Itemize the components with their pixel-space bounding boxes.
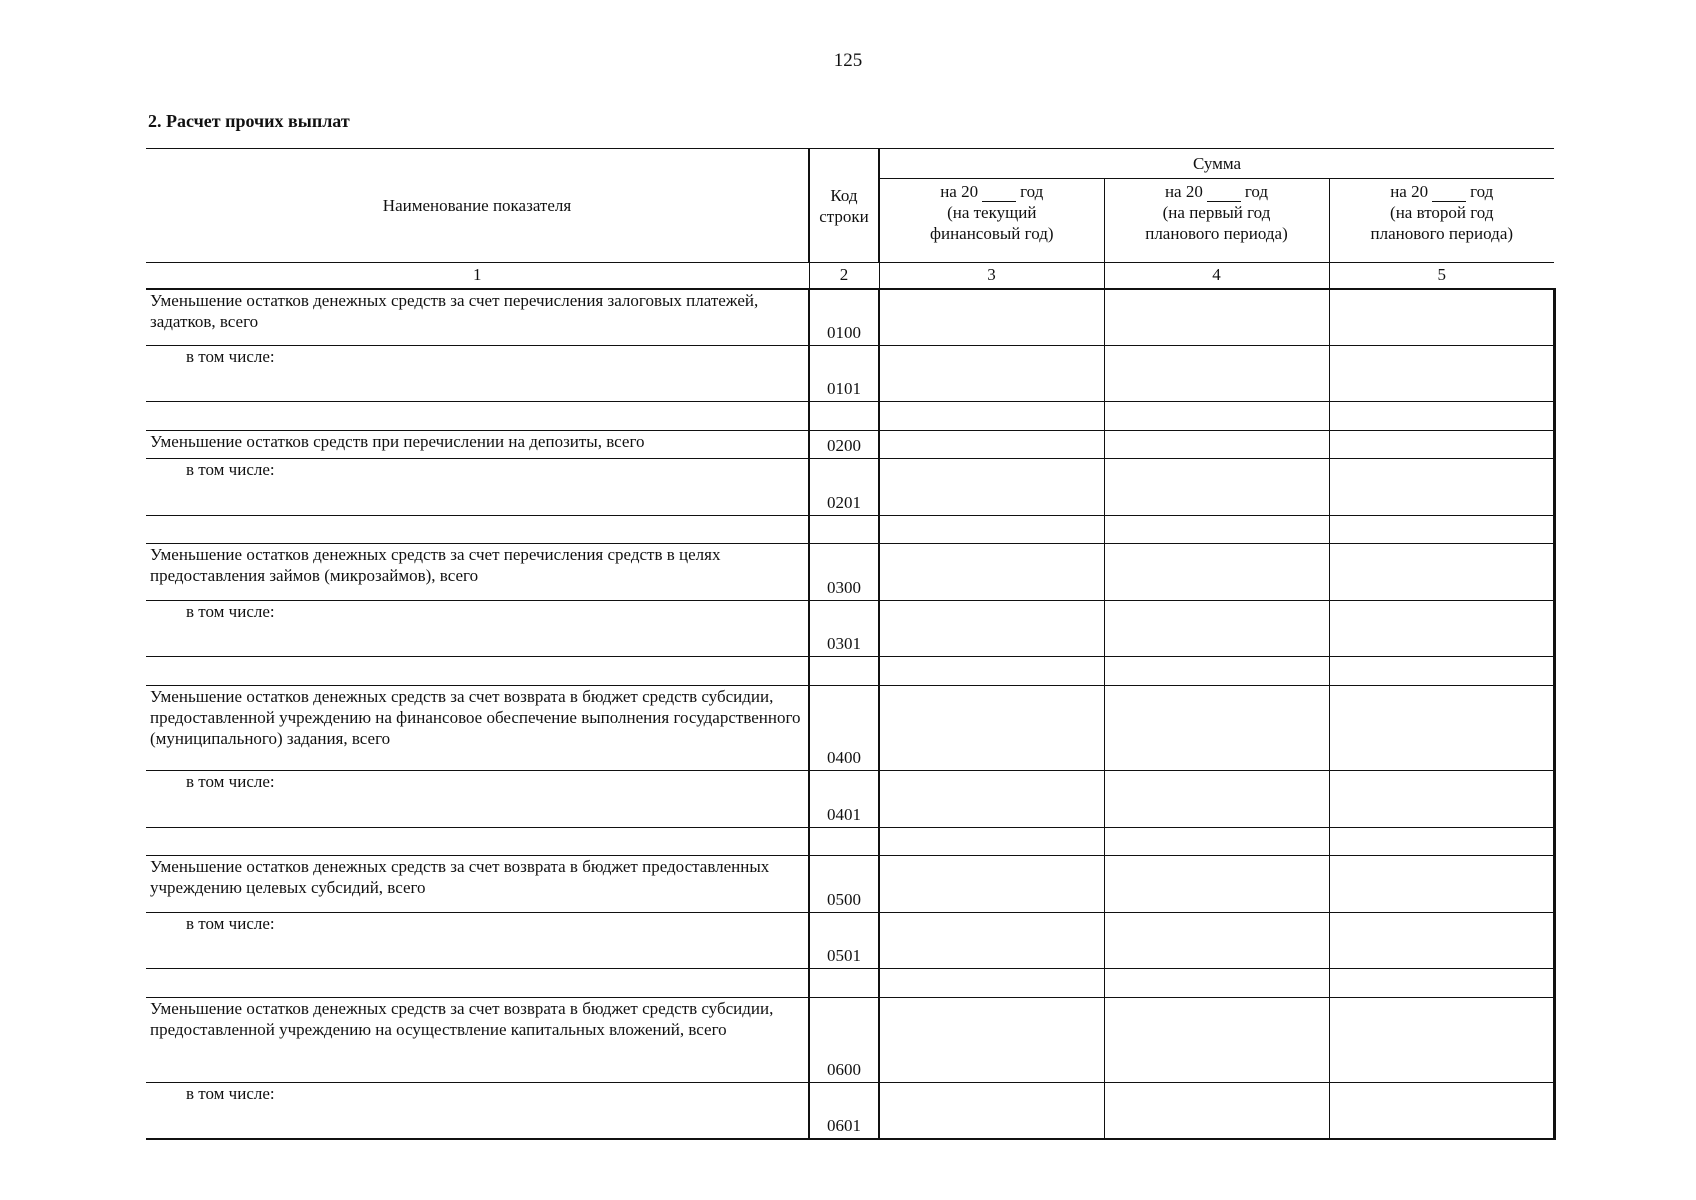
page-number: 125	[833, 50, 863, 71]
row-code: 0600	[809, 997, 879, 1082]
amount-cell-first-plan-year[interactable]	[1104, 770, 1329, 827]
row-code	[809, 515, 879, 543]
amount-cell-current-year[interactable]	[879, 657, 1104, 685]
amount-cell-first-plan-year[interactable]	[1104, 289, 1329, 346]
amount-cell-current-year[interactable]	[879, 430, 1104, 458]
amount-cell-current-year[interactable]	[879, 827, 1104, 855]
year-suffix: год	[1470, 182, 1494, 201]
amount-cell-first-plan-year[interactable]	[1104, 657, 1329, 685]
year-blank-field[interactable]	[982, 185, 1016, 202]
indicator-name	[146, 827, 809, 855]
amount-cell-second-plan-year[interactable]	[1329, 402, 1554, 430]
amount-cell-second-plan-year[interactable]	[1329, 770, 1554, 827]
amount-cell-current-year[interactable]	[879, 912, 1104, 969]
year-suffix: год	[1020, 182, 1044, 201]
year-blank-field[interactable]	[1207, 185, 1241, 202]
amount-cell-second-plan-year[interactable]	[1329, 912, 1554, 969]
indicator-name: Уменьшение остатков денежных средств за счет возврата в бюджет средств субсидии, предоставленной учреждению на финансовое обеспечение выполнения государственного (муниципального) задания, всего	[146, 685, 809, 770]
header-row-code	[809, 149, 879, 263]
table-body	[146, 289, 1554, 1140]
indicator-name: в том числе:	[146, 600, 809, 657]
indicator-name: Уменьшение остатков денежных средств за счет перечисления залоговых платежей, задатков, всего	[146, 289, 809, 346]
amount-cell-current-year[interactable]	[879, 289, 1104, 346]
row-code: 0201	[809, 459, 879, 516]
year-desc-line1: (на текущий	[947, 203, 1037, 222]
amount-cell-second-plan-year[interactable]	[1329, 969, 1554, 997]
indicator-name: в том числе:	[146, 345, 809, 402]
year-desc-line2: планового периода)	[1370, 224, 1514, 243]
amount-cell-second-plan-year[interactable]	[1329, 459, 1554, 516]
indicator-name: Уменьшение остатков денежных средств за счет возврата в бюджет предоставленных учреждению целевых субсидий, всего	[146, 855, 809, 912]
amount-cell-current-year[interactable]	[879, 402, 1104, 430]
table-row	[146, 912, 1554, 969]
amount-cell-second-plan-year[interactable]	[1329, 855, 1554, 912]
amount-cell-first-plan-year[interactable]	[1104, 459, 1329, 516]
year-prefix: на 20	[1164, 182, 1203, 201]
row-code	[809, 969, 879, 997]
row-code: 0500	[809, 855, 879, 912]
table-row	[146, 289, 1554, 346]
table-row	[146, 657, 1554, 685]
header-sum: Сумма	[879, 149, 1554, 179]
table-row	[146, 827, 1554, 855]
header-indicator-name: Наименование показателя	[146, 149, 809, 263]
row-code: 0100	[809, 289, 879, 346]
amount-cell-first-plan-year[interactable]	[1104, 600, 1329, 657]
year-prefix: на 20	[1390, 182, 1429, 201]
row-code: 0501	[809, 912, 879, 969]
amount-cell-second-plan-year[interactable]	[1329, 827, 1554, 855]
amount-cell-current-year[interactable]	[879, 600, 1104, 657]
header-code-line1: Код	[830, 185, 858, 205]
col-number-5: 5	[1329, 263, 1554, 289]
amount-cell-second-plan-year[interactable]	[1329, 345, 1554, 402]
table-row	[146, 430, 1554, 458]
amount-cell-first-plan-year[interactable]	[1104, 402, 1329, 430]
header-year-current	[879, 179, 1104, 263]
row-code: 0301	[809, 600, 879, 657]
amount-cell-first-plan-year[interactable]	[1104, 1082, 1329, 1139]
amount-cell-second-plan-year[interactable]	[1329, 657, 1554, 685]
year-prefix: на 20	[940, 182, 979, 201]
row-code: 0601	[809, 1082, 879, 1139]
row-code	[809, 827, 879, 855]
row-code	[809, 402, 879, 430]
amount-cell-first-plan-year[interactable]	[1104, 827, 1329, 855]
table-row	[146, 1082, 1554, 1139]
indicator-name: в том числе:	[146, 459, 809, 516]
row-code	[809, 657, 879, 685]
amount-cell-first-plan-year[interactable]	[1104, 544, 1329, 601]
amount-cell-second-plan-year[interactable]	[1329, 600, 1554, 657]
amount-cell-second-plan-year[interactable]	[1329, 289, 1554, 346]
row-code: 0200	[809, 430, 879, 458]
table-row	[146, 402, 1554, 430]
table-row	[146, 770, 1554, 827]
amount-cell-second-plan-year[interactable]	[1329, 997, 1554, 1082]
table-row	[146, 459, 1554, 516]
amount-cell-first-plan-year[interactable]	[1104, 515, 1329, 543]
amount-cell-current-year[interactable]	[879, 345, 1104, 402]
table-row	[146, 515, 1554, 543]
amount-cell-first-plan-year[interactable]	[1104, 997, 1329, 1082]
col-number-1: 1	[146, 263, 809, 289]
header-year-first-plan	[1104, 179, 1329, 263]
amount-cell-second-plan-year[interactable]	[1329, 515, 1554, 543]
amount-cell-current-year[interactable]	[879, 459, 1104, 516]
table-row	[146, 600, 1554, 657]
header-code-line2: строки	[819, 206, 869, 226]
col-number-3: 3	[879, 263, 1104, 289]
indicator-name	[146, 402, 809, 430]
amount-cell-first-plan-year[interactable]	[1104, 345, 1329, 402]
payments-table	[146, 148, 1556, 1140]
amount-cell-first-plan-year[interactable]	[1104, 969, 1329, 997]
amount-cell-first-plan-year[interactable]	[1104, 855, 1329, 912]
indicator-name: Уменьшение остатков денежных средств за счет перечисления средств в целях предоставления займов (микрозаймов), всего	[146, 544, 809, 601]
amount-cell-first-plan-year[interactable]	[1104, 685, 1329, 770]
year-desc-line2: финансовый год)	[929, 224, 1054, 243]
row-code: 0400	[809, 685, 879, 770]
table-row	[146, 855, 1554, 912]
year-desc-line1: (на второй год	[1390, 203, 1494, 222]
amount-cell-current-year[interactable]	[879, 997, 1104, 1082]
indicator-name	[146, 515, 809, 543]
table-row	[146, 345, 1554, 402]
amount-cell-second-plan-year[interactable]	[1329, 544, 1554, 601]
amount-cell-current-year[interactable]	[879, 770, 1104, 827]
indicator-name: Уменьшение остатков денежных средств за счет возврата в бюджет средств субсидии, предоставленной учреждению на осуществление капитальных вложений, всего	[146, 997, 809, 1082]
year-desc-line2: планового периода)	[1145, 224, 1288, 243]
header-year-second-plan	[1329, 179, 1554, 263]
indicator-name: в том числе:	[146, 770, 809, 827]
amount-cell-current-year[interactable]	[879, 515, 1104, 543]
col-number-4: 4	[1104, 263, 1329, 289]
indicator-name: Уменьшение остатков средств при перечислении на депозиты, всего	[146, 430, 809, 458]
row-code: 0300	[809, 544, 879, 601]
amount-cell-current-year[interactable]	[879, 1082, 1104, 1139]
table-row	[146, 969, 1554, 997]
row-code: 0401	[809, 770, 879, 827]
amount-cell-second-plan-year[interactable]	[1329, 1082, 1554, 1139]
amount-cell-current-year[interactable]	[879, 855, 1104, 912]
amount-cell-current-year[interactable]	[879, 969, 1104, 997]
amount-cell-current-year[interactable]	[879, 685, 1104, 770]
year-suffix: год	[1244, 182, 1269, 201]
table-row	[146, 997, 1554, 1082]
indicator-name	[146, 657, 809, 685]
amount-cell-current-year[interactable]	[879, 544, 1104, 601]
col-number-2: 2	[809, 263, 879, 289]
year-desc-line1: (на первый год	[1162, 203, 1271, 222]
indicator-name	[146, 969, 809, 997]
row-code: 0101	[809, 345, 879, 402]
indicator-name: в том числе:	[146, 1082, 809, 1139]
year-blank-field[interactable]	[1432, 185, 1466, 202]
amount-cell-second-plan-year[interactable]	[1329, 430, 1554, 458]
amount-cell-first-plan-year[interactable]	[1104, 430, 1329, 458]
table-row	[146, 685, 1554, 770]
amount-cell-second-plan-year[interactable]	[1329, 685, 1554, 770]
section-title: 2. Расчет прочих выплат	[148, 111, 350, 131]
amount-cell-first-plan-year[interactable]	[1104, 912, 1329, 969]
table-row	[146, 544, 1554, 601]
indicator-name: в том числе:	[146, 912, 809, 969]
